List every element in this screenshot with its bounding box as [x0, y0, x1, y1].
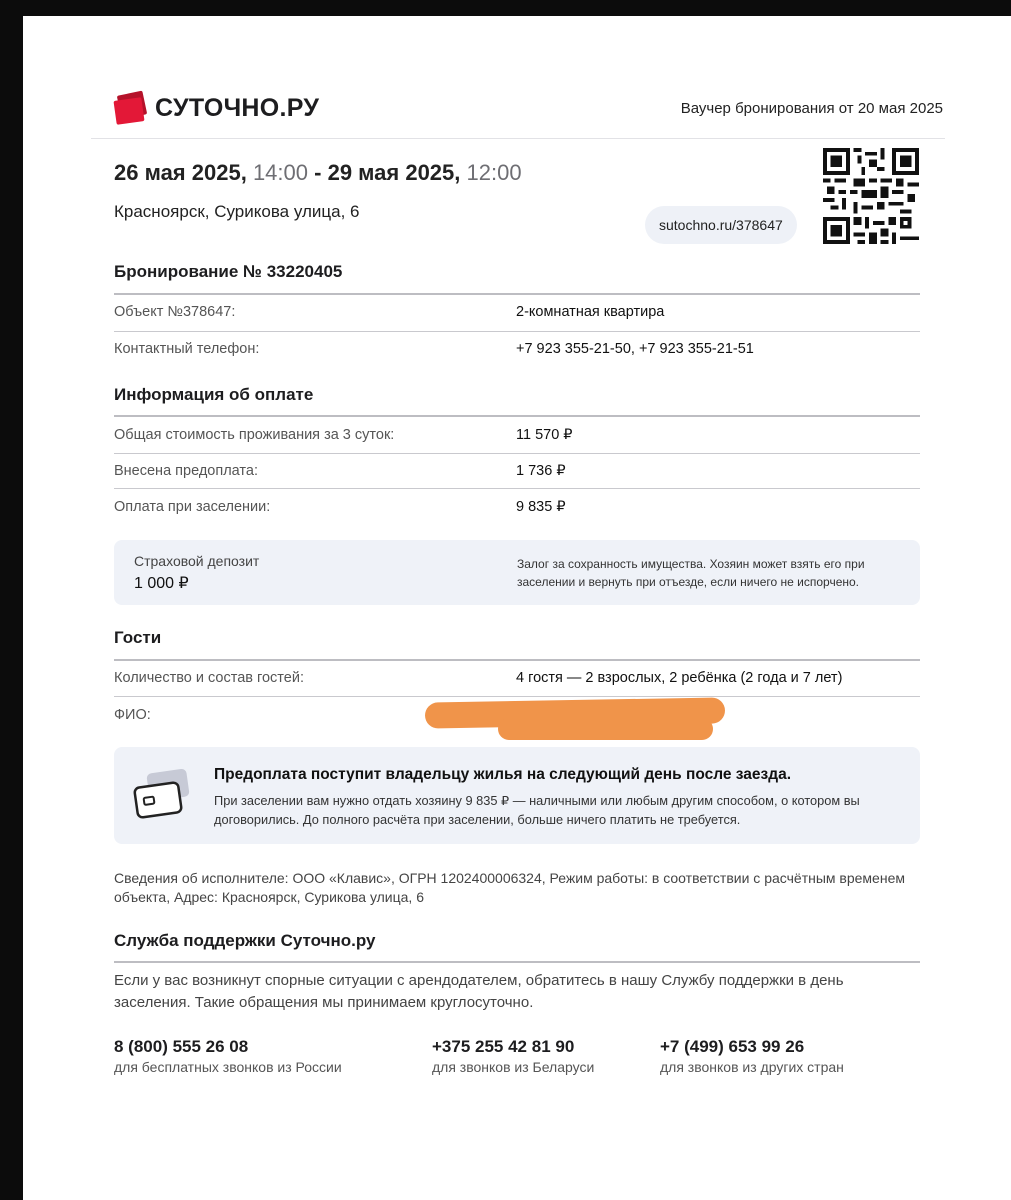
voucher-page	[23, 16, 1011, 1200]
time-to: 12:00	[466, 160, 522, 185]
support-phone-belarus[interactable]: +375 255 42 81 90	[432, 1037, 575, 1056]
support-title: Служба поддержки Суточно.ру	[114, 931, 376, 950]
phone-value: +7 923 355-21-50, +7 923 355-21-51	[516, 341, 754, 357]
deposit-note: Залог за сохранность имущества. Хозяин может взять его при заселении и вернуть при отъезде, если ничего не испорчено.	[517, 557, 865, 589]
logo-text: СУТОЧНО.РУ	[155, 93, 320, 122]
row-divider	[114, 331, 920, 332]
guests-divider	[114, 659, 920, 661]
support-divider	[114, 961, 920, 963]
deposit-panel	[114, 540, 920, 605]
payment-divider	[114, 415, 920, 417]
stay-dates	[114, 160, 522, 186]
total-value: 11 570 ₽	[516, 427, 573, 443]
object-label: Объект №378647:	[114, 304, 236, 320]
support-phone-note: для звонков из других стран	[660, 1059, 844, 1075]
notice-text: При заселении вам нужно отдать хозяину 9 835 ₽ — наличными или любым другим способом, о котором вы договорились. До полного расчёта при заселении, больше ничего платить не требуется.	[214, 793, 860, 827]
booking-title: Бронирование № 33220405	[114, 262, 343, 281]
date-separator: -	[314, 160, 322, 185]
header-divider	[91, 138, 945, 139]
support-phone-other[interactable]: +7 (499) 653 99 26	[660, 1037, 805, 1056]
support-phone-russia[interactable]: 8 (800) 555 26 08	[114, 1037, 249, 1056]
total-label: Общая стоимость проживания за 3 суток:	[114, 427, 395, 443]
object-value: 2-комнатная квартира	[516, 304, 665, 320]
date-from: 26 мая 2025,	[114, 160, 247, 185]
support-phone-note: для звонков из Беларуси	[432, 1059, 595, 1075]
qr-code-icon	[823, 148, 919, 244]
executor-info: Сведения об исполнителе: ООО «Клавис», ОГРН 1202400006324, Режим работы: в соответствии с расчётным временем объекта, Адрес: Красноярск, Сурикова улица, 6	[114, 870, 905, 905]
listing-link[interactable]: sutochno.ru/378647	[645, 206, 797, 244]
notice-title: Предоплата поступит владельцу жилья на следующий день после заезда.	[214, 766, 792, 783]
guests-count-label: Количество и состав гостей:	[114, 670, 304, 686]
time-from: 14:00	[252, 160, 308, 185]
prepaid-label: Внесена предоплата:	[114, 463, 258, 479]
phone-label: Контактный телефон:	[114, 341, 260, 357]
redaction-mark	[498, 718, 713, 740]
date-to: 29 мая 2025,	[327, 160, 461, 185]
support-phone-note: для бесплатных звонков из России	[114, 1059, 342, 1075]
guests-title: Гости	[114, 628, 162, 647]
guests-count-value: 4 гостя — 2 взрослых, 2 ребёнка (2 года и 7 лет)	[516, 670, 843, 686]
support-text: Если у вас возникнут спорные ситуации с арендодателем, обратитесь в нашу Службу поддержки в день заселения. Такие обращения мы принимаем круглосуточно.	[114, 972, 844, 1011]
stay-address: Красноярск, Сурикова улица, 6	[114, 202, 360, 221]
deposit-title: Страховой депозит	[134, 553, 260, 569]
row-divider	[114, 453, 920, 454]
checkin-pay-value: 9 835 ₽	[516, 499, 566, 515]
prepayment-notice	[114, 747, 920, 844]
voucher-date: Ваучер бронирования от 20 мая 2025	[680, 100, 943, 117]
credit-card-icon	[132, 769, 190, 819]
row-divider	[114, 696, 920, 697]
logo-mark-icon	[113, 91, 149, 125]
guest-name-label: ФИО:	[114, 707, 151, 723]
logo[interactable]	[113, 91, 319, 125]
booking-divider	[114, 293, 920, 295]
payment-title: Информация об оплате	[114, 385, 314, 404]
row-divider	[114, 488, 920, 489]
prepaid-value: 1 736 ₽	[516, 463, 566, 479]
checkin-pay-label: Оплата при заселении:	[114, 499, 271, 515]
deposit-value: 1 000 ₽	[134, 575, 189, 592]
